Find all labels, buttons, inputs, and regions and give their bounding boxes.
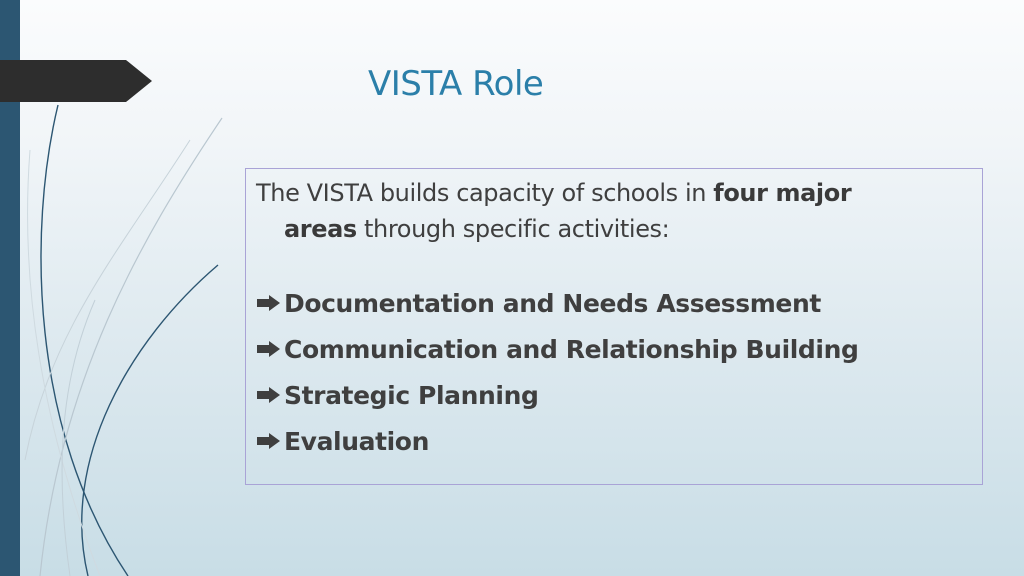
- arrow-bullet-icon: [256, 387, 282, 403]
- list-item: [256, 418, 858, 464]
- arrow-bullet-icon: [256, 295, 282, 311]
- intro-bold-part2: areas: [284, 215, 357, 243]
- intro-line-2: [256, 211, 972, 247]
- intro-text-end: through specific activities:: [356, 215, 670, 243]
- slide-title: VISTA Role: [368, 64, 544, 104]
- list-item: [256, 372, 858, 418]
- intro-text: [256, 175, 972, 247]
- activity-label: Evaluation: [284, 426, 429, 456]
- intro-bold-part1: four major: [713, 179, 852, 207]
- activity-label: Documentation and Needs Assessment: [284, 288, 821, 318]
- activity-list: [256, 280, 858, 464]
- arrow-bullet-icon: [256, 341, 282, 357]
- activity-label: Strategic Planning: [284, 380, 539, 410]
- list-item: [256, 280, 858, 326]
- content-box: [245, 168, 983, 485]
- intro-text-start: The VISTA builds capacity of schools in: [256, 179, 714, 207]
- list-item: [256, 326, 858, 372]
- arrow-bullet-icon: [256, 433, 282, 449]
- activity-label: Communication and Relationship Building: [284, 334, 859, 364]
- title-tab-arrow: [0, 60, 152, 102]
